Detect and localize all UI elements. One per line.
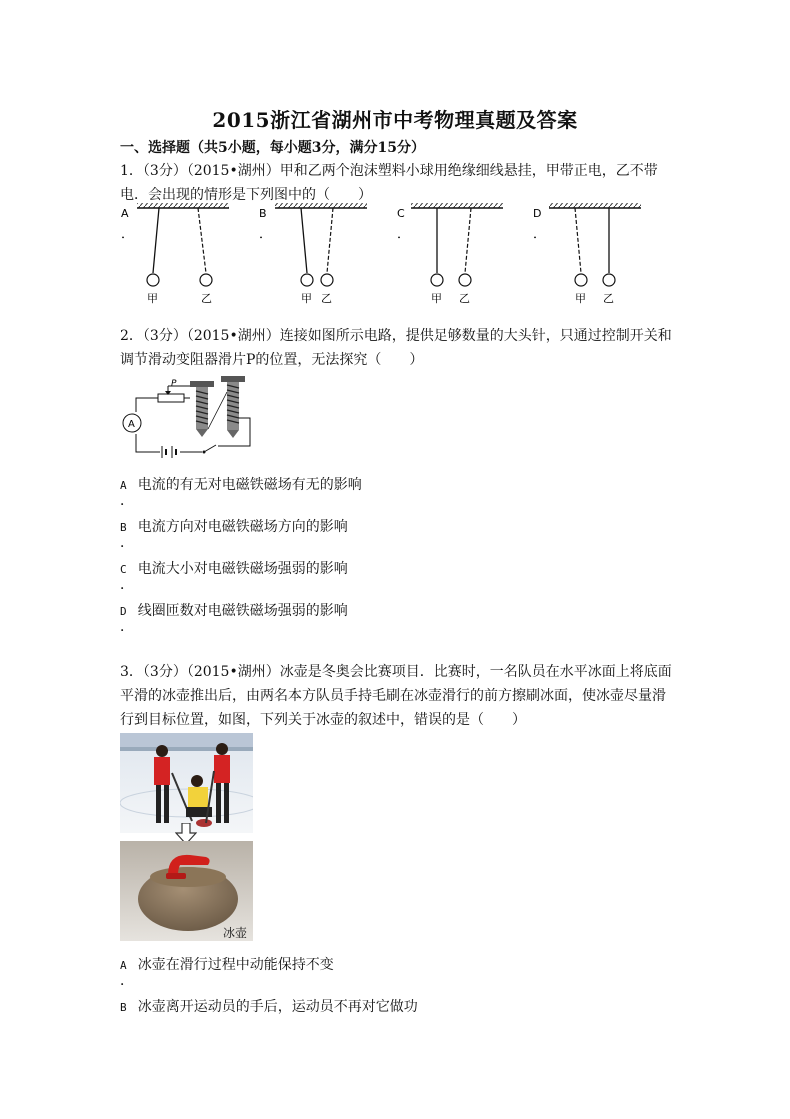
option-letter-b: B [259,207,267,220]
option-text: 线圈匝数对电磁铁磁场强弱的影响 [137,603,348,619]
nail-head [190,381,214,387]
option-dot: ． [120,577,134,593]
question-2 [120,324,680,372]
ball-label-yi: 乙 [201,292,212,305]
question-1-line-2: 电．会出现的情形是下列图中的（ ） [120,187,372,203]
option-letter: D [120,605,127,618]
ball-yi [321,274,333,286]
ball-label-yi: 乙 [459,292,470,305]
option-d[interactable] [120,600,680,642]
ball-label-jia: 甲 [431,292,442,305]
page-title: 2015浙江省湖州市中考物理真题及答案 [212,108,578,132]
slider-label: P [171,379,177,389]
question-2-line-1: 2．（3分）（2015•湖州）连接如图所示电路，提供足够数量的大头针，只通过控制开关和 [120,328,672,344]
ball-jia [147,274,159,286]
question-3 [120,660,680,732]
option-text: 冰壶离开运动员的手后，运动员不再对它做功 [137,999,418,1015]
section-heading: 一、选择题（共5小题，每小题3分，满分15分） [120,140,425,156]
nail-head [221,376,245,382]
thread-jia [301,208,307,273]
option-letter: B [120,521,127,534]
rheostat [158,394,184,402]
ball-yi [200,274,212,286]
thread-jia [153,208,159,273]
option-letter-c: C [397,207,405,220]
ball-jia [575,274,587,286]
question-3-line-2: 平滑的冰壶推出后，由两名本方队员手持毛刷在冰壶滑行的前方擦刷冰面，使冰壶尽量滑 [120,688,666,704]
option-text: 电流大小对电磁铁磁场强弱的影响 [137,561,348,577]
thread-yi [198,208,206,273]
option-letter: B [120,1001,127,1014]
ball-jia [301,274,313,286]
figure-option-b [259,203,367,305]
option-letter: A [120,959,127,972]
electromagnet-left [190,381,214,437]
wire [136,434,160,452]
option-dot: ． [259,227,273,242]
option-b[interactable] [120,516,680,558]
figure-option-d [533,203,641,305]
ball-label-yi: 乙 [321,292,332,305]
curling-stone-photo [120,841,253,941]
thread-yi [465,208,471,273]
option-a[interactable] [120,474,680,516]
option-text: 电流的有无对电磁铁磁场有无的影响 [137,477,362,493]
option-text: 电流方向对电磁铁磁场方向的影响 [137,519,348,535]
option-a[interactable] [120,954,680,996]
wire [208,392,227,429]
option-letter-a: A [121,207,129,220]
question-1-line-1: 1．（3分）（2015•湖州）甲和乙两个泡沫塑料小球用绝缘细线悬挂，甲带正电，乙不带 [120,163,658,179]
ammeter-label: A [128,419,135,430]
switch-lever [204,445,216,452]
ball-yi [603,274,615,286]
ball-label-jia: 甲 [575,292,586,305]
thread-yi [327,208,333,273]
figure-option-a [121,203,229,305]
option-dot: ． [120,973,134,989]
ball-yi [459,274,471,286]
option-dot: ． [397,227,411,242]
option-b[interactable] [120,996,680,1038]
question-1-figures [115,200,645,310]
option-dot: ． [533,227,547,242]
ball-label-yi: 乙 [603,292,614,305]
option-dot: ． [120,535,134,551]
option-dot: ． [120,619,134,635]
question-3-options [120,954,680,1038]
question-2-options [120,474,680,642]
question-3-line-1: 3．（3分）（2015•湖州）冰壶是冬奥会比赛项目．比赛时，一名队员在水平冰面上将底面 [120,664,672,680]
option-dot: ． [120,493,134,509]
question-2-line-2: 调节滑动变阻器滑片P的位置，无法探究（ ） [120,352,424,368]
electromagnet-right [221,376,245,438]
question-3-line-3: 行到目标位置，如图，下列关于冰壶的叙述中，错误的是（ ） [120,712,526,728]
option-dot: ． [121,227,135,242]
option-text: 冰壶在滑行过程中动能保持不变 [137,957,334,973]
option-letter: A [120,479,127,492]
wire [136,398,158,412]
ball-label-jia: 甲 [147,292,158,305]
photo-caption: 冰壶 [223,926,248,940]
thread-jia [575,208,581,273]
curling-team-photo [120,733,253,833]
option-letter: C [120,563,127,576]
circuit-diagram [118,372,258,464]
ball-label-jia: 甲 [301,292,312,305]
option-letter-d: D [533,207,542,220]
figure-option-c [397,203,503,305]
option-c[interactable] [120,558,680,600]
ball-jia [431,274,443,286]
